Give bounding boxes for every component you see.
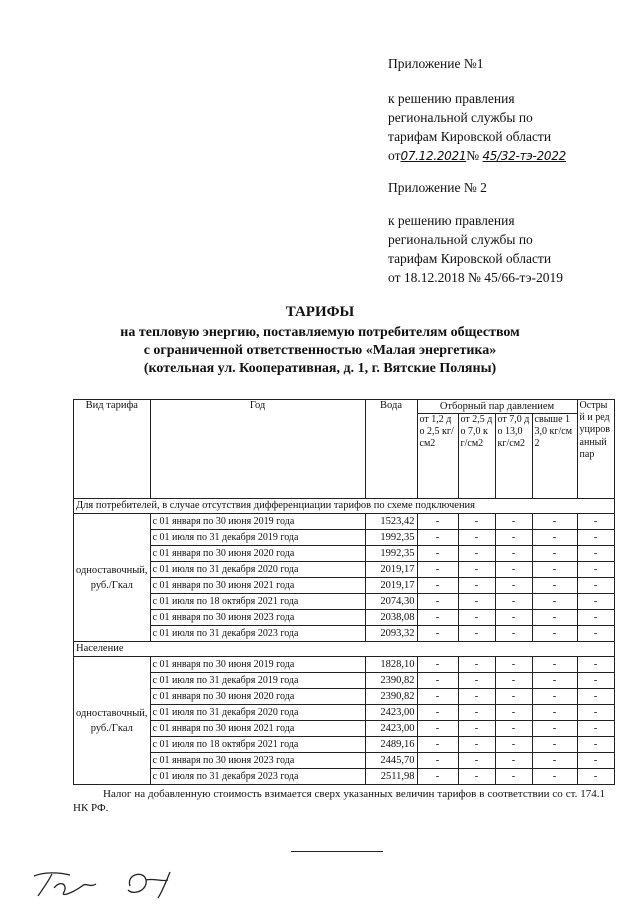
number-prefix: № bbox=[466, 148, 480, 163]
empty-value-dash: - bbox=[577, 705, 614, 721]
empty-value-dash: - bbox=[577, 578, 614, 594]
period-cell: с 01 июля по 31 декабря 2020 года bbox=[150, 562, 365, 578]
handwritten-signature bbox=[30, 866, 210, 900]
appendix-1-line: региональной службы по bbox=[388, 110, 533, 125]
appendix-1-line: к решению правления bbox=[388, 91, 515, 106]
period-cell: с 01 июля по 31 декабря 2019 года bbox=[150, 530, 365, 546]
empty-value-dash: - bbox=[495, 578, 532, 594]
water-tariff-cell: 1992,35 bbox=[365, 546, 417, 562]
empty-value-dash: - bbox=[458, 705, 495, 721]
appendix-2-line: тарифам Кировской области bbox=[388, 251, 552, 266]
period-cell: с 01 июля по 31 декабря 2019 года bbox=[150, 673, 365, 689]
header-year: Год bbox=[150, 400, 365, 499]
empty-value-dash: - bbox=[532, 657, 577, 673]
tariff-type-cell: одноставочный, руб./Гкал bbox=[74, 514, 151, 642]
empty-value-dash: - bbox=[532, 546, 577, 562]
empty-value-dash: - bbox=[577, 610, 614, 626]
empty-value-dash: - bbox=[532, 562, 577, 578]
empty-value-dash: - bbox=[495, 546, 532, 562]
header-tariff-type: Вид тарифа bbox=[74, 400, 151, 499]
header-steam-3: от 7,0 до 13,0 кг/см2 bbox=[495, 414, 532, 499]
water-tariff-cell: 1523,42 bbox=[365, 514, 417, 530]
water-tariff-cell: 2074,30 bbox=[365, 594, 417, 610]
empty-value-dash: - bbox=[458, 562, 495, 578]
empty-value-dash: - bbox=[458, 514, 495, 530]
empty-value-dash: - bbox=[417, 594, 458, 610]
empty-value-dash: - bbox=[532, 594, 577, 610]
appendix-2-title: Приложение № 2 bbox=[388, 180, 487, 195]
water-tariff-cell: 2019,17 bbox=[365, 578, 417, 594]
empty-value-dash: - bbox=[417, 737, 458, 753]
empty-value-dash: - bbox=[495, 530, 532, 546]
empty-value-dash: - bbox=[577, 737, 614, 753]
empty-value-dash: - bbox=[458, 626, 495, 642]
empty-value-dash: - bbox=[417, 578, 458, 594]
empty-value-dash: - bbox=[458, 769, 495, 785]
empty-value-dash: - bbox=[532, 514, 577, 530]
empty-value-dash: - bbox=[577, 769, 614, 785]
empty-value-dash: - bbox=[495, 514, 532, 530]
header-steam-4: свыше 13,0 кг/см2 bbox=[532, 414, 577, 499]
empty-value-dash: - bbox=[417, 657, 458, 673]
empty-value-dash: - bbox=[577, 514, 614, 530]
header-steam-2: от 2,5 до 7,0 кг/см2 bbox=[458, 414, 495, 499]
appendix-1-title: Приложение №1 bbox=[388, 56, 484, 71]
empty-value-dash: - bbox=[577, 594, 614, 610]
heading-line: с ограниченной ответственностью «Малая энергетика» bbox=[143, 343, 497, 358]
period-cell: с 01 января по 30 июня 2020 года bbox=[150, 689, 365, 705]
empty-value-dash: - bbox=[577, 657, 614, 673]
empty-value-dash: - bbox=[532, 721, 577, 737]
empty-value-dash: - bbox=[458, 689, 495, 705]
water-tariff-cell: 2489,16 bbox=[365, 737, 417, 753]
document-heading bbox=[0, 303, 640, 378]
empty-value-dash: - bbox=[532, 753, 577, 769]
empty-value-dash: - bbox=[495, 657, 532, 673]
water-tariff-cell: 2390,82 bbox=[365, 673, 417, 689]
empty-value-dash: - bbox=[495, 769, 532, 785]
period-cell: с 01 января по 30 июня 2020 года bbox=[150, 546, 365, 562]
empty-value-dash: - bbox=[577, 753, 614, 769]
empty-value-dash: - bbox=[417, 626, 458, 642]
empty-value-dash: - bbox=[417, 753, 458, 769]
empty-value-dash: - bbox=[417, 546, 458, 562]
period-cell: с 01 января по 30 июня 2019 года bbox=[150, 657, 365, 673]
water-tariff-cell: 2423,00 bbox=[365, 721, 417, 737]
empty-value-dash: - bbox=[577, 721, 614, 737]
period-cell: с 01 января по 30 июня 2021 года bbox=[150, 578, 365, 594]
table-row bbox=[74, 737, 615, 753]
empty-value-dash: - bbox=[495, 721, 532, 737]
water-tariff-cell: 1992,35 bbox=[365, 530, 417, 546]
table-row bbox=[74, 530, 615, 546]
water-tariff-cell: 2445,70 bbox=[365, 753, 417, 769]
header-steam-group: Отборный пар давлением bbox=[417, 400, 577, 414]
empty-value-dash: - bbox=[417, 610, 458, 626]
empty-value-dash: - bbox=[532, 626, 577, 642]
header-water: Вода bbox=[365, 400, 417, 499]
tariff-type-cell: одноставочный, руб./Гкал bbox=[74, 657, 151, 785]
tariff-table bbox=[73, 399, 615, 785]
empty-value-dash: - bbox=[417, 689, 458, 705]
from-prefix: от bbox=[388, 148, 401, 163]
empty-value-dash: - bbox=[458, 546, 495, 562]
empty-value-dash: - bbox=[458, 657, 495, 673]
heading-title: ТАРИФЫ bbox=[285, 304, 355, 320]
empty-value-dash: - bbox=[532, 673, 577, 689]
empty-value-dash: - bbox=[495, 737, 532, 753]
water-tariff-cell: 2390,82 bbox=[365, 689, 417, 705]
water-tariff-cell: 2019,17 bbox=[365, 562, 417, 578]
empty-value-dash: - bbox=[417, 530, 458, 546]
appendix-1-block bbox=[388, 54, 566, 166]
table-row bbox=[74, 514, 615, 530]
table-row bbox=[74, 610, 615, 626]
water-tariff-cell: 1828,10 bbox=[365, 657, 417, 673]
water-tariff-cell: 2511,98 bbox=[365, 769, 417, 785]
period-cell: с 01 июля по 31 декабря 2023 года bbox=[150, 769, 365, 785]
table-row bbox=[74, 673, 615, 689]
table-row bbox=[74, 753, 615, 769]
table-row bbox=[74, 546, 615, 562]
empty-value-dash: - bbox=[458, 530, 495, 546]
period-cell: с 01 января по 30 июня 2023 года bbox=[150, 753, 365, 769]
period-cell: с 01 июля по 31 декабря 2023 года bbox=[150, 626, 365, 642]
empty-value-dash: - bbox=[532, 530, 577, 546]
appendix-2-line: региональной службы по bbox=[388, 232, 533, 247]
empty-value-dash: - bbox=[417, 705, 458, 721]
empty-value-dash: - bbox=[495, 594, 532, 610]
heading-line: на тепловую энергию, поставляемую потребителям обществом bbox=[120, 325, 520, 340]
empty-value-dash: - bbox=[417, 562, 458, 578]
empty-value-dash: - bbox=[532, 737, 577, 753]
empty-value-dash: - bbox=[458, 737, 495, 753]
period-cell: с 01 июля по 18 октября 2021 года bbox=[150, 594, 365, 610]
appendix-2-line: к решению правления bbox=[388, 213, 515, 228]
empty-value-dash: - bbox=[532, 610, 577, 626]
empty-value-dash: - bbox=[495, 610, 532, 626]
empty-value-dash: - bbox=[532, 689, 577, 705]
period-cell: с 01 января по 30 июня 2021 года bbox=[150, 721, 365, 737]
empty-value-dash: - bbox=[458, 753, 495, 769]
water-tariff-cell: 2038,08 bbox=[365, 610, 417, 626]
appendix-2-line: от 18.12.2018 № 45/66-тэ-2019 bbox=[388, 270, 563, 285]
empty-value-dash: - bbox=[458, 673, 495, 689]
empty-value-dash: - bbox=[458, 610, 495, 626]
empty-value-dash: - bbox=[495, 626, 532, 642]
heading-line: (котельная ул. Кооперативная, д. 1, г. Вятские Поляны) bbox=[143, 361, 497, 376]
appendix-1-line: тарифам Кировской области bbox=[388, 129, 552, 144]
empty-value-dash: - bbox=[577, 626, 614, 642]
table-row bbox=[74, 594, 615, 610]
header-steam-1: от 1,2 до 2,5 кг/см2 bbox=[417, 414, 458, 499]
section-label: Население bbox=[74, 642, 615, 657]
empty-value-dash: - bbox=[417, 769, 458, 785]
empty-value-dash: - bbox=[458, 594, 495, 610]
table-row bbox=[74, 769, 615, 785]
empty-value-dash: - bbox=[577, 546, 614, 562]
handwritten-number: 45/32-тэ-2022 bbox=[482, 149, 566, 163]
empty-value-dash: - bbox=[532, 769, 577, 785]
water-tariff-cell: 2093,32 bbox=[365, 626, 417, 642]
period-cell: с 01 июля по 18 октября 2021 года bbox=[150, 737, 365, 753]
table-row bbox=[74, 578, 615, 594]
table-row bbox=[74, 657, 615, 673]
empty-value-dash: - bbox=[577, 530, 614, 546]
empty-value-dash: - bbox=[495, 673, 532, 689]
handwritten-date: 07.12.2021 bbox=[400, 149, 467, 163]
empty-value-dash: - bbox=[458, 578, 495, 594]
empty-value-dash: - bbox=[495, 705, 532, 721]
empty-value-dash: - bbox=[532, 705, 577, 721]
header-sharp-steam: Острый и редуцированный пар bbox=[577, 400, 614, 499]
empty-value-dash: - bbox=[417, 514, 458, 530]
empty-value-dash: - bbox=[532, 578, 577, 594]
appendix-1-date-line bbox=[388, 146, 566, 166]
vat-note: Налог на добавленную стоимость взимается сверх указанных величин тарифов в соответствии со ст. 174.1 НК РФ. bbox=[73, 788, 605, 814]
empty-value-dash: - bbox=[577, 562, 614, 578]
empty-value-dash: - bbox=[577, 689, 614, 705]
empty-value-dash: - bbox=[577, 673, 614, 689]
empty-value-dash: - bbox=[458, 721, 495, 737]
table-row bbox=[74, 721, 615, 737]
section-label: Для потребителей, в случае отсутствия дифференциации тарифов по схеме подключения bbox=[74, 499, 615, 514]
empty-value-dash: - bbox=[495, 689, 532, 705]
period-cell: с 01 января по 30 июня 2023 года bbox=[150, 610, 365, 626]
empty-value-dash: - bbox=[417, 721, 458, 737]
water-tariff-cell: 2423,00 bbox=[365, 705, 417, 721]
empty-value-dash: - bbox=[495, 753, 532, 769]
empty-value-dash: - bbox=[495, 562, 532, 578]
appendix-2-block bbox=[388, 178, 563, 287]
signature-rule bbox=[291, 851, 383, 852]
table-row bbox=[74, 562, 615, 578]
table-row bbox=[74, 705, 615, 721]
period-cell: с 01 июля по 31 декабря 2020 года bbox=[150, 705, 365, 721]
table-row bbox=[74, 689, 615, 705]
empty-value-dash: - bbox=[417, 673, 458, 689]
period-cell: с 01 января по 30 июня 2019 года bbox=[150, 514, 365, 530]
table-row bbox=[74, 626, 615, 642]
